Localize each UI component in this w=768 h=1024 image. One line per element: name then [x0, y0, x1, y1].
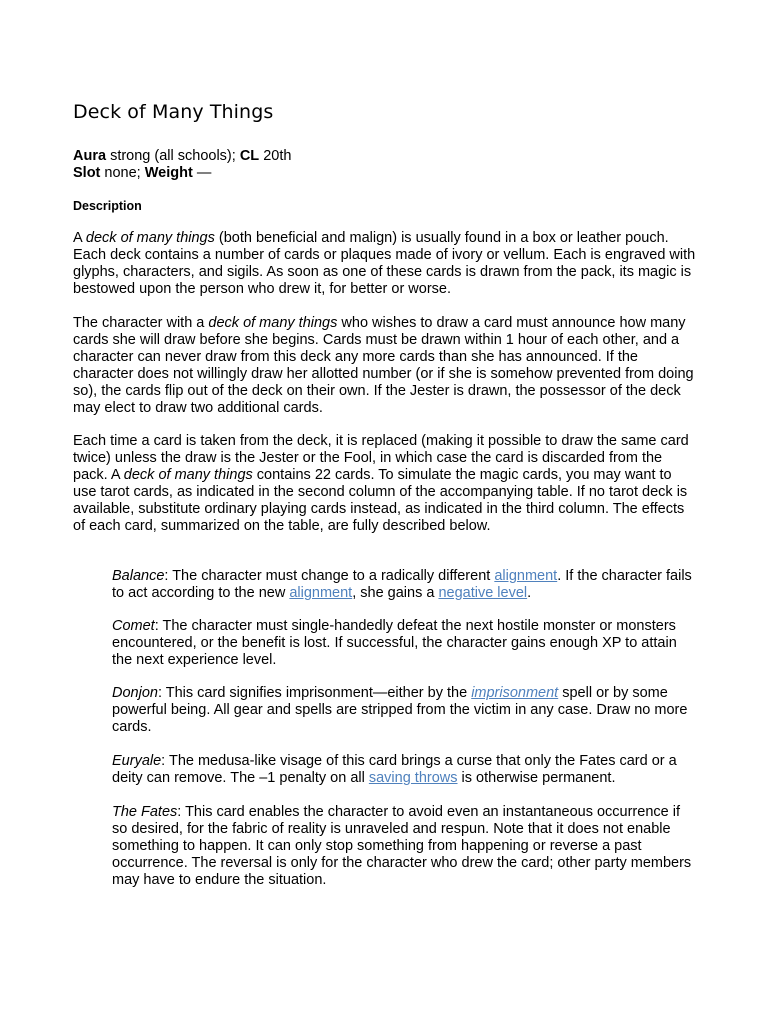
- slot-label: Slot: [73, 165, 101, 181]
- alignment-link-2[interactable]: alignment: [289, 585, 353, 601]
- description-heading: Description: [73, 199, 142, 213]
- balance-text-2: . If the character fails to act according to the new: [112, 568, 692, 601]
- p3-text-c: contains 22 cards. To simulate the magic cards, you may want to use tarot cards, as indicated in the second column of the accompanying table. If no tarot deck is available, substitute ordinary playing cards instead, as indicated in the third column. The effects of each card, summarized on the table, are fully described below.: [73, 467, 688, 534]
- saving-throws-link[interactable]: saving throws: [368, 770, 458, 786]
- donjon-name: Donjon: [112, 685, 158, 701]
- aura-label: Aura: [73, 148, 107, 164]
- paragraph-intro: [73, 230, 697, 298]
- euryale-text-2: is otherwise permanent.: [457, 770, 616, 786]
- p3-italic: deck of many things: [123, 467, 253, 483]
- card-donjon: [112, 685, 698, 736]
- imprisonment-link[interactable]: imprisonment: [471, 685, 559, 701]
- card-fates: [112, 804, 698, 889]
- slot-value: none;: [100, 165, 145, 181]
- comet-name: Comet: [112, 618, 155, 634]
- negative-level-link[interactable]: negative level: [438, 585, 528, 601]
- cl-label: CL: [239, 148, 260, 164]
- p2-italic: deck of many things: [208, 315, 338, 331]
- card-comet: [112, 618, 698, 669]
- comet-text: : The character must single-handedly defeat the next hostile monster or monsters encountered, or the benefit is lost. If successful, the character gains enough XP to attain the next experience level.: [112, 618, 677, 668]
- weight-label: Weight: [144, 165, 193, 181]
- p1-text-c: (both beneficial and malign) is usually found in a box or leather pouch. Each deck contains a number of cards or plaques made of ivory or vellum. Each is engraved with glyphs, characters, and sigils. As soon as one of these cards is drawn from the pack, its magic is bestowed upon the person who drew it, for better or worse.: [73, 230, 696, 297]
- paragraph-replacement: [73, 433, 697, 535]
- p2-text-c: who wishes to draw a card must announce how many cards she will draw before she begins. Cards must be drawn within 1 hour of each other, and a character can never draw from this deck any more cards than she has announced. If the character does not willingly draw her allotted number (or if she is somehow prevented from doing so), the cards flip out of the deck on their own. If the Jester is drawn, the possessor of the deck may elect to draw two additional cards.: [73, 315, 694, 416]
- balance-name: Balance: [112, 568, 165, 584]
- paragraph-drawing: [73, 315, 697, 417]
- aura-value: strong (all schools);: [106, 148, 240, 164]
- donjon-text-2: spell or by some powerful being. All gear and spells are stripped from the victim in any case. Draw no more cards.: [112, 685, 688, 735]
- fates-name: The Fates: [112, 804, 178, 820]
- p1-text-a: A: [73, 230, 86, 246]
- fates-text: : This card enables the character to avoid even an instantaneous occurrence if so desired, for the fabric of reality is unraveled and respun. Note that it does not enable something to happen. It can only stop something from happening or reverse a past occurrence. The reversal is only for the character who drew the card; other party members may have to endure the situation.: [112, 804, 692, 888]
- euryale-name: Euryale: [112, 753, 162, 769]
- p3-text-a: Each time a card is taken from the deck, it is replaced (making it possible to draw the same card twice) unless the draw is the Jester or the Fool, in which case the card is discarded from the pack. A: [73, 433, 689, 483]
- card-euryale: [112, 753, 698, 787]
- balance-text-4: .: [527, 585, 532, 601]
- page-title: Deck of Many Things: [73, 101, 274, 123]
- p2-text-a: The character with a: [73, 315, 209, 331]
- cl-value: 20th: [259, 148, 292, 164]
- weight-value: —: [192, 165, 212, 181]
- alignment-link[interactable]: alignment: [494, 568, 558, 584]
- euryale-text-1: : The medusa-like visage of this card brings a curse that only the Fates card or a deity can remove. The –1 penalty on all: [112, 753, 677, 786]
- aura-line: [73, 148, 291, 165]
- donjon-text-1: : This card signifies imprisonment—either by the: [157, 685, 472, 701]
- balance-text-3: , she gains a: [352, 585, 439, 601]
- p1-italic: deck of many things: [85, 230, 215, 246]
- balance-text-1: : The character must change to a radically different: [164, 568, 495, 584]
- card-balance: [112, 568, 698, 602]
- slot-line: [73, 165, 211, 182]
